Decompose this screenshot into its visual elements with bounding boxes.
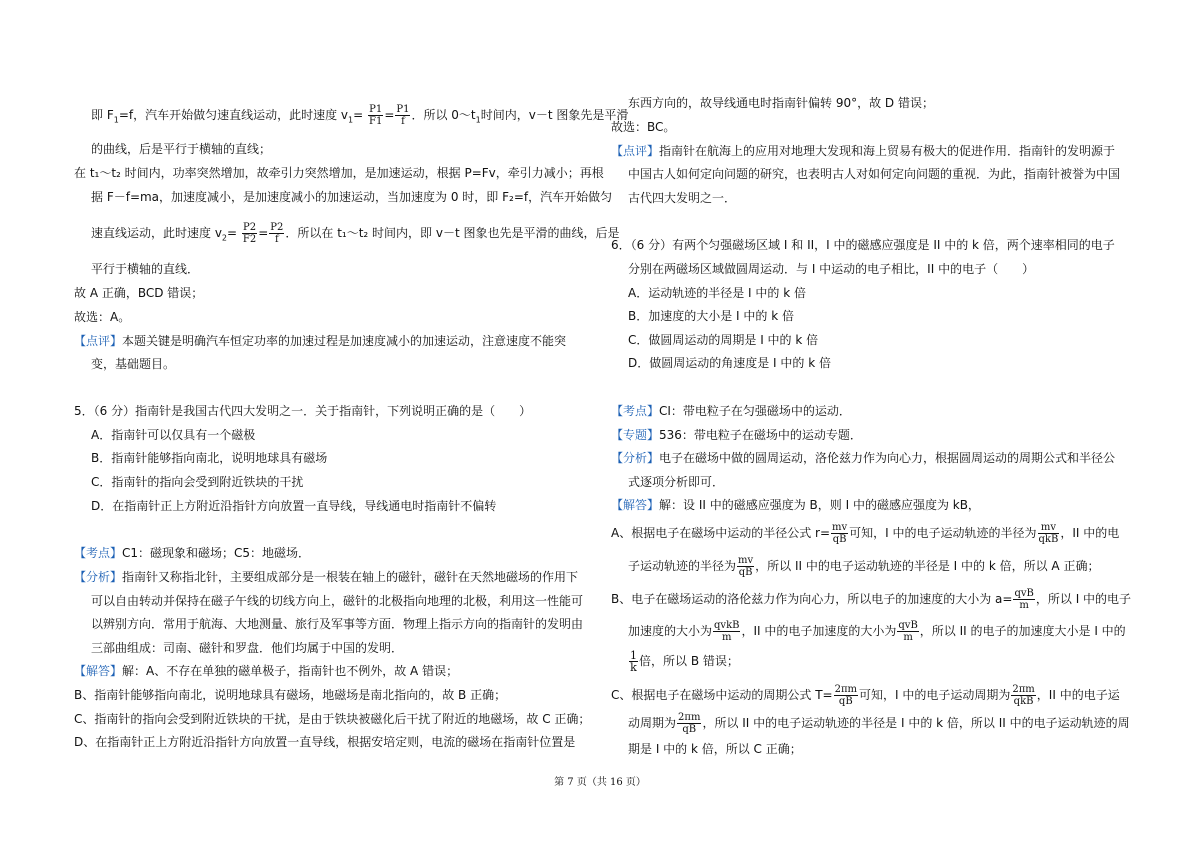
text-line: 故选：BC。 (611, 120, 676, 134)
option-d: D．在指南针正上方附近沿指针方向放置一直导线，导线通电时指南针不偏转 (91, 499, 497, 513)
fraction: $\frac{mv}{qB}$ (738, 555, 754, 578)
text-line: = (384, 108, 395, 122)
text-line: B、指南针能够指向南北，说明地球具有磁场，地磁场是南北指向的，故 B 正确； (74, 688, 507, 702)
text-line: 指南针又称指北针，主要组成部分是一根装在轴上的磁针，磁针在天然地磁场的作用下 (122, 570, 579, 584)
text-line: 期是 I 中的 k 倍，所以 C 正确； (628, 742, 802, 756)
subscript: 1 (475, 115, 481, 125)
text-line: 在 t₁～t₂ 时间内，功率突然增加，故牵引力突然增加，是加速运动，根据 P=Fv，牵引力减小；再根 (74, 166, 604, 180)
fraction: $\frac{2\pi m}{\text{qkB}}$ (1012, 684, 1035, 707)
text-line: 即 F (91, 108, 114, 122)
text-line: 分别在两磁场区域做圆周运动．与 I 中运动的电子相比，II 中的电子（ ） (628, 262, 1035, 276)
section-tag: 【考点】 (74, 546, 123, 560)
option-b: B．指南针能够指向南北，说明地球具有磁场 (91, 451, 328, 465)
text-line: 解：设 II 中的磁感应强度为 B，则 I 中的磁感应强度为 kB， (659, 498, 980, 512)
text-line: B、电子在磁场运动的洛伦兹力作为向心力，所以电子的加速度的大小为 a= (611, 592, 1013, 606)
text-line: 时间内，v－t 图象先是平滑 (480, 108, 629, 122)
text-line: =f，汽车开始做匀速直线运动，此时速度 v (118, 108, 349, 122)
text-line: 解：A、不存在单独的磁单极子，指南针也不例外，故 A 错误； (122, 664, 459, 678)
text-line: 古代四大发明之一． (628, 191, 737, 205)
text-line: A、根据电子在磁场中运动的半径公式 r= (611, 526, 831, 540)
option-c: C．指南针的指向会受到附近铁块的干扰 (91, 475, 304, 489)
fraction: $\frac{P1}{F1}$ (369, 104, 383, 127)
text-line: ，所以 II 中的电子运动轨迹的半径是 I 中的 k 倍，所以 II 中的电子运动轨迹的周 (702, 716, 1130, 730)
text-line: ．所以 0～t (411, 108, 476, 122)
section-tag: 【点评】 (74, 334, 123, 348)
text-line: 故选：A。 (74, 310, 131, 324)
section-tag: 【解答】 (611, 498, 660, 512)
section-tag: 【分析】 (611, 451, 660, 465)
fraction: $\frac{1}{k}$ (630, 649, 637, 674)
text-line: 三部曲组成：司南、磁针和罗盘．他们均属于中国的发明． (91, 641, 404, 655)
text-line: ．所以在 t₁～t₂ 时间内，即 v－t 图象也先是平滑的曲线，后是 (285, 226, 620, 240)
text-line: 电子在磁场中做的圆周运动，洛伦兹力作为向心力，根据圆周运动的周期公式和半径公 (659, 451, 1116, 465)
section-tag: 【解答】 (74, 664, 123, 678)
question-5-stem: 5．（6 分）指南针是我国古代四大发明之一．关于指南针，下列说明正确的是（ ） (74, 404, 532, 418)
option-a: A．运动轨迹的半径是 I 中的 k 倍 (628, 286, 806, 300)
text-line: 东西方向的，故导线通电时指南针偏转 90°，故 D 错误； (628, 96, 934, 110)
subscript: 1 (348, 115, 354, 125)
text-line: ，II 中的电 (1060, 526, 1120, 540)
text-line: 倍，所以 B 错误； (639, 654, 739, 668)
text-line: 变，基础题目。 (91, 357, 176, 371)
fraction: $\frac{\text{qvB}}{m}$ (898, 620, 918, 643)
text-line: ，所以 I 中的电子 (1035, 592, 1132, 606)
section-tag: 【点评】 (611, 144, 660, 158)
text-line: 指南针在航海上的应用对地理大发现和海上贸易有极大的促进作用．指南针的发明源于 (659, 144, 1116, 158)
section-tag: 【分析】 (74, 570, 123, 584)
text-line: CI：带电粒子在匀强磁场中的运动． (659, 404, 851, 418)
fraction: $\frac{2\pi m}{qB}$ (678, 712, 701, 735)
section-tag: 【专题】 (611, 428, 660, 442)
page-footer: 第 7 页（共 16 页） (554, 777, 646, 788)
text-line: 动周期为 (628, 716, 677, 730)
text-line: = (227, 226, 238, 240)
fraction: $\frac{P1}{f}$ (396, 104, 410, 127)
question-6-stem: 6．（6 分）有两个匀强磁场区域 I 和 II，I 中的磁感应强度是 II 中的 k 倍，两个速率相同的电子 (611, 238, 1115, 252)
section-tag: 【考点】 (611, 404, 660, 418)
text-line: 据 F－f=ma，加速度减小，是加速度减小的加速运动，当加速度为 0 时，即 F₂=f，汽车开始做匀 (91, 190, 613, 204)
text-line: 本题关键是明确汽车恒定功率的加速过程是加速度减小的加速运动，注意速度不能突 (122, 334, 567, 348)
text-line: 故 A 正确，BCD 错误； (74, 286, 204, 300)
text-line: = (353, 108, 364, 122)
option-b: B．加速度的大小是 I 中的 k 倍 (628, 309, 794, 323)
fraction: $\frac{\text{qvB}}{m}$ (1014, 588, 1034, 611)
text-line: = (258, 226, 269, 240)
text-line: ，II 中的电子加速度的大小为 (741, 624, 897, 638)
fraction: $\frac{P2}{f}$ (270, 222, 284, 245)
text-line: 536：带电粒子在磁场中的运动专题． (659, 428, 862, 442)
text-line: 式逐项分析即可． (628, 475, 725, 489)
text-line: 中国古人如何定向问题的研究，也表明古人对如何定向问题的重视．为此，指南针被誉为中国 (628, 167, 1121, 181)
text-line: 可知，I 中的电子运动轨迹的半径为 (849, 526, 1037, 540)
text-line: ，所以 II 中的电子运动轨迹的半径是 I 中的 k 倍，所以 A 正确； (755, 559, 1100, 573)
option-d: D．做圆周运动的角速度是 I 中的 k 倍 (628, 356, 831, 370)
text-line: 的曲线，后是平行于横轴的直线； (91, 142, 272, 156)
text-line: 以辨别方向．常用于航海、大地测量、旅行及军事等方面．物理上指示方向的指南针的发明由 (91, 617, 584, 631)
text-line: 子运动轨迹的半径为 (628, 559, 737, 573)
text-line: ，II 中的电子运 (1036, 688, 1120, 702)
subscript: 2 (221, 233, 228, 243)
text-line: 加速度的大小为 (628, 624, 713, 638)
fraction: $\frac{mv}{qB}$ (832, 522, 848, 545)
option-c: C．做圆周运动的周期是 I 中的 k 倍 (628, 333, 819, 347)
text-line: C、指南针的指向会受到附近铁块的干扰，是由于铁块被磁化后干扰了附近的地磁场，故 C 正确； (74, 712, 591, 726)
option-a: A．指南针可以仅具有一个磁极 (91, 428, 256, 442)
text-line: C、根据电子在磁场中运动的周期公式 T= (611, 688, 833, 702)
text-line: 平行于横轴的直线． (91, 262, 200, 276)
text-line: ，所以 II 的电子的加速度大小是 I 中的 (919, 624, 1126, 638)
fraction: $\frac{\text{qvkB}}{m}$ (714, 620, 740, 643)
text-line: 可以自由转动并保持在磁子午线的切线方向上，磁针的北极指向地理的北极，利用这一性能可 (91, 594, 584, 608)
fraction: $\frac{2\pi m}{qB}$ (834, 684, 858, 707)
text-line: 可知，I 中的电子运动周期为 (859, 688, 1011, 702)
fraction: $\frac{mv}{\text{qkB}}$ (1038, 522, 1059, 545)
text-line: D、在指南针正上方附近沿指针方向放置一直导线，根据安培定则，电流的磁场在指南针位置是 (74, 735, 576, 749)
fraction: $\frac{P2}{F2}$ (242, 222, 257, 245)
text-line: 速直线运动，此时速度 v (91, 226, 222, 240)
subscript: 1 (113, 115, 119, 125)
text-line: C1：磁现象和磁场；C5：地磁场． (122, 546, 311, 560)
